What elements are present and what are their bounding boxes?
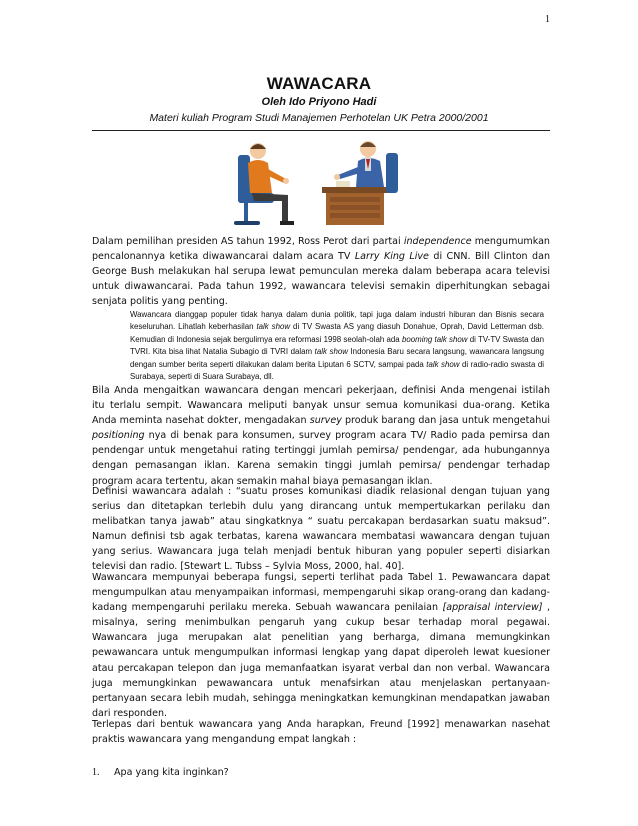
intro-paragraph: Dalam pemilihan presiden AS tahun 1992, Ross Perot dari partai independence mengumumkan pencalonannya ketika diwawancarai dalam acara TV Larry King Live di CNN. Bill Clinton dan George Bush melakukan hal serupa lewat pemunculan mereka dalam beberapa acara televisi untuk diwawancarai. Pada tahun 1992, wawancara televisi semakin diperhitungkan sebagai senjata politis yang penting.	[92, 236, 550, 308]
list-item	[92, 765, 550, 780]
paragraph-freund: Terlepas dari bentuk wawancara yang Anda harapkan, Freund [1992] menawarkan nasehat praktis wawancara yang mengandung empat langkah :	[92, 719, 550, 746]
indented-note: Wawancara dianggap populer tidak hanya dalam dunia politik, tapi juga dalam industri hiburan dan Bisnis secara keseluruhan. Lihatlah keberhasilan talk show di TV Swasta AS yang diasuh Donahue, Oprah, David Letterman dsb. Kemudian di Indonesia sejak bergulirnya era reformasi 1998 seolah-olah ada booming talk show di TV-TV Swasta dan TVRI. Kita bisa lihat Natalia Subagio di TVRI dalam talk show Indonesia Baru secara langsung, wawancara langsung dengan sumber berita seperti dilakukan dalam berita Liputan 6 SCTV, sampai pada talk show di radio-radio swasta di Surabaya, seperti di Suara Surabaya, dll.	[130, 310, 544, 382]
list-item-text: Apa yang kita inginkan?	[114, 767, 229, 778]
list-item-number: 1.	[92, 767, 100, 778]
paragraph-definition: Definisi wawancara adalah : “suatu proses komunikasi diadik relasional dengan tujuan yang serius dan ditetapkan terlebih dulu yang dirancang untuk mempertukarkan perilaku dan melibatkan tanya jawab” atau singkatknya “ suatu percakapan berdasarkan suatu maksud”. Namun definisi tsb agak terbatas, karena wawancara membatasi wawancara dengan tujuan yang serius. Wawancara juga telah menjadi bentuk hiburan yang populer seperti disiarkan televisi dan radio. [Stewart L. Tubss – Sylvia Moss, 2000, hal. 40].	[92, 486, 550, 573]
page-number: 1	[545, 14, 550, 25]
header-divider	[92, 130, 550, 131]
course-subtitle: Materi kuliah Program Studi Manajemen Perhotelan UK Petra 2000/2001	[149, 112, 489, 124]
paragraph-functions: Wawancara mempunyai beberapa fungsi, seperti terlihat pada Tabel 1. Pewawancara dapat mengumpulkan atau menyampaikan informasi, mempengaruhi sikap orang-orang dan kadang-kadang mempengaruhi perilaku mereka. Sebuah wawancara penilaian [appraisal interview] , misalnya, sering menimbulkan pengaruh yang cukup besar terhadap moral pegawai. Wawancara juga merupakan alat penelitian yang berharga, dimana memungkinkan pewawancara untuk mengumpulkan informasi lengkap yang dapat diperoleh lewat kuesioner atau percakapan telepon dan juga memanfaatkan isyarat verbal dan non verbal. Wawancara juga memungkinkan pewawancara untuk menafsirkan atau menjelaskan pertanyaan-pertanyaan secara lebih mudah, sehingga meningkatkan kemungkinan mendapatkan jawaban dari responden.	[92, 572, 551, 719]
paragraph-scope: Bila Anda mengaitkan wawancara dengan mencari pekerjaan, definisi Anda mengenai istilah itu terlalu sempit. Wawancara meliputi banyak unsur semua komunikasi dua-orang. Ketika Anda meminta nasehat dokter, mengadakan survey produk barang dan jasa untuk mengetahui positioning nya di benak para konsumen, survey program acara TV/ Radio pada pemirsa dan pendengar untuk mengetahui rating tertinggi jumlah pemirsa/ pendengar, ada hubungannya dengan pemasangan iklan. Karena semakin tinggi jumlah pemirsa/ pendengar terhadap program acara tertentu, akan semakin mahal biaya pemasangan iklan.	[92, 385, 551, 487]
page-title: WAWACARA	[266, 74, 372, 93]
author-line: Oleh Ido Priyono Hadi	[261, 96, 377, 108]
interview-clipart-icon	[218, 135, 418, 230]
